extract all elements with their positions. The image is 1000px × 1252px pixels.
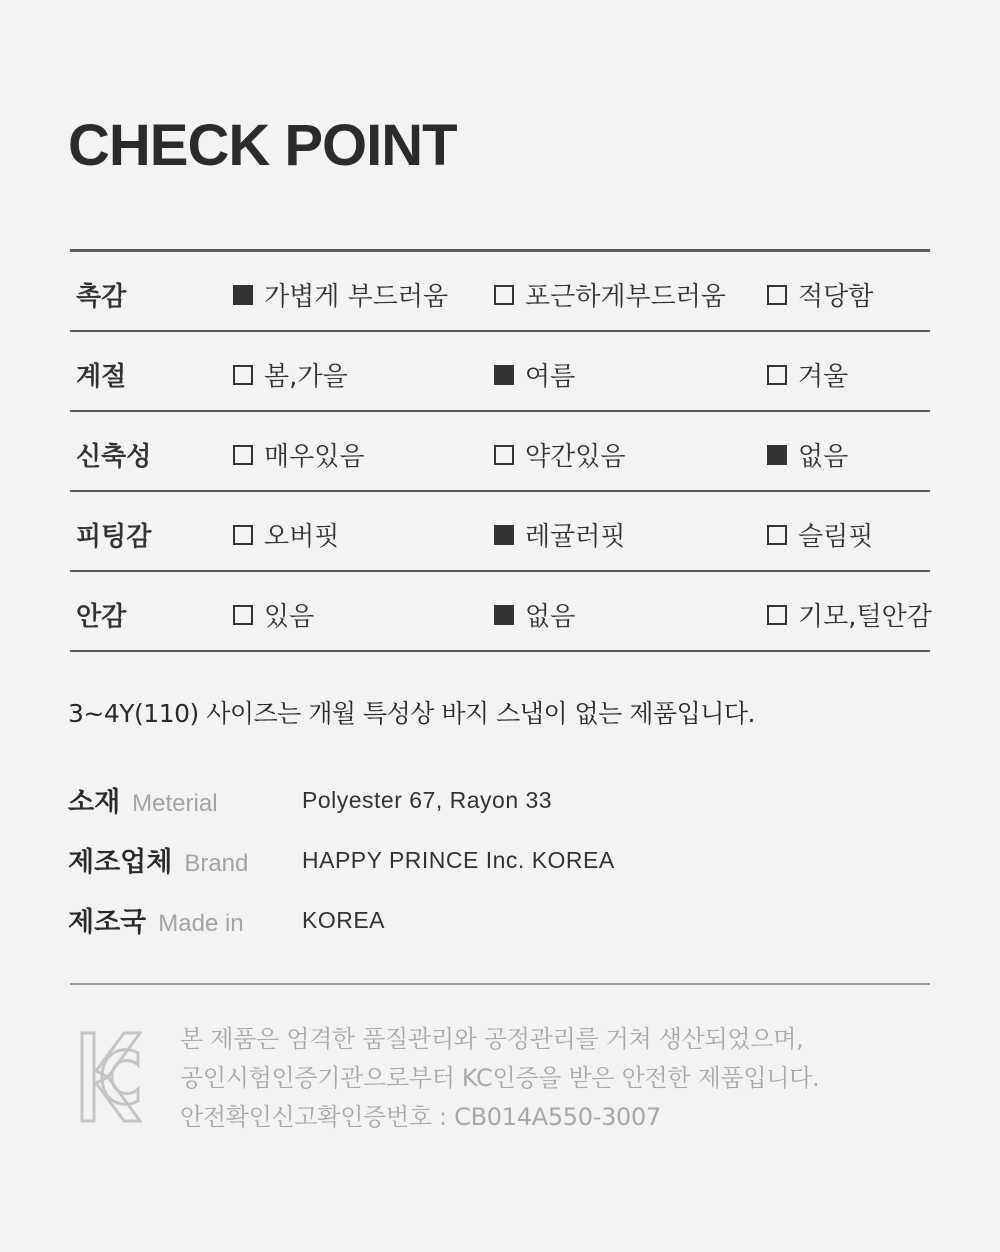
kc-line: 공인시험인증기관으로부터 KC인증을 받은 안전한 제품입니다. [180,1064,820,1092]
option-item [233,516,339,553]
spec-label-en: Meterial [132,790,218,817]
check-row-touch [70,252,930,332]
spec-value-material: Polyester 67, Rayon 33 [302,787,553,813]
kc-certification-text [180,1020,819,1137]
check-row-stretch [70,412,930,492]
option-item [233,596,314,633]
option-label: 오버핏 [264,522,340,552]
kc-line: 본 제품은 엄격한 품질관리와 공정관리를 거쳐 생산되었으며, [180,1025,804,1053]
option-item [494,516,625,553]
checkbox-empty-icon [767,365,787,385]
option-label: 가볍게 부드러움 [264,282,449,312]
option-label: 약간있음 [525,442,626,472]
option-label: 있음 [264,602,315,632]
option-label: 레귤러핏 [525,522,626,552]
option-item [767,276,873,313]
checkbox-empty-icon [233,445,253,465]
spec-label-ko: 제조국 [68,907,147,938]
option-label: 없음 [525,602,576,632]
page-title: CHECK POINT [68,113,457,178]
checkbox-checked-icon [233,285,253,305]
row-label: 계절 [76,362,127,392]
kc-line: 안전확인신고확인증번호 : CB014A550-3007 [180,1103,661,1131]
checkbox-empty-icon [233,365,253,385]
checkbox-checked-icon [494,605,514,625]
option-item [494,436,625,473]
spec-label-ko: 소재 [68,787,121,818]
checkbox-empty-icon [233,525,253,545]
option-label: 겨울 [798,362,849,392]
option-item [767,356,848,393]
row-label: 피팅감 [76,522,152,552]
checkbox-checked-icon [494,525,514,545]
check-row-lining [70,572,930,652]
option-item [767,436,848,473]
spec-row-brand [68,840,248,880]
option-item [233,356,348,393]
option-label: 기모,털안감 [798,602,932,632]
option-item [233,436,364,473]
row-label: 촉감 [76,282,127,312]
option-label: 봄,가을 [264,362,348,392]
size-note: 3~4Y(110) 사이즈는 개월 특성상 바지 스냅이 없는 제품입니다. [68,699,755,728]
spec-value-brand: HAPPY PRINCE Inc. KOREA [302,847,615,873]
checkbox-empty-icon [494,445,514,465]
checkbox-empty-icon [233,605,253,625]
check-row-season [70,332,930,412]
option-item [494,596,575,633]
checkbox-empty-icon [494,285,514,305]
spec-label-ko: 제조업체 [68,847,173,878]
spec-label-en: Brand [184,850,249,877]
checkbox-empty-icon [767,605,787,625]
check-point-table [70,249,930,652]
option-label: 슬림핏 [798,522,874,552]
option-item [494,276,726,313]
option-item [767,596,932,633]
option-label: 포근하게부드러움 [525,282,726,312]
option-label: 적당함 [798,282,874,312]
row-label: 신축성 [76,442,152,472]
checkbox-empty-icon [767,285,787,305]
checkbox-checked-icon [494,365,514,385]
kc-certification-icon [80,1031,142,1123]
spec-value-origin: KOREA [302,907,386,933]
checkbox-empty-icon [767,525,787,545]
option-label: 여름 [525,362,576,392]
option-item [233,276,448,313]
row-label: 안감 [76,602,127,632]
check-row-fit [70,492,930,572]
spec-row-origin [68,900,244,940]
option-item [494,356,575,393]
spec-label-en: Made in [158,910,244,937]
spec-row-material [68,780,218,820]
option-label: 매우있음 [264,442,365,472]
checkbox-checked-icon [767,445,787,465]
option-item [767,516,873,553]
section-divider [70,983,930,985]
option-label: 없음 [798,442,849,472]
